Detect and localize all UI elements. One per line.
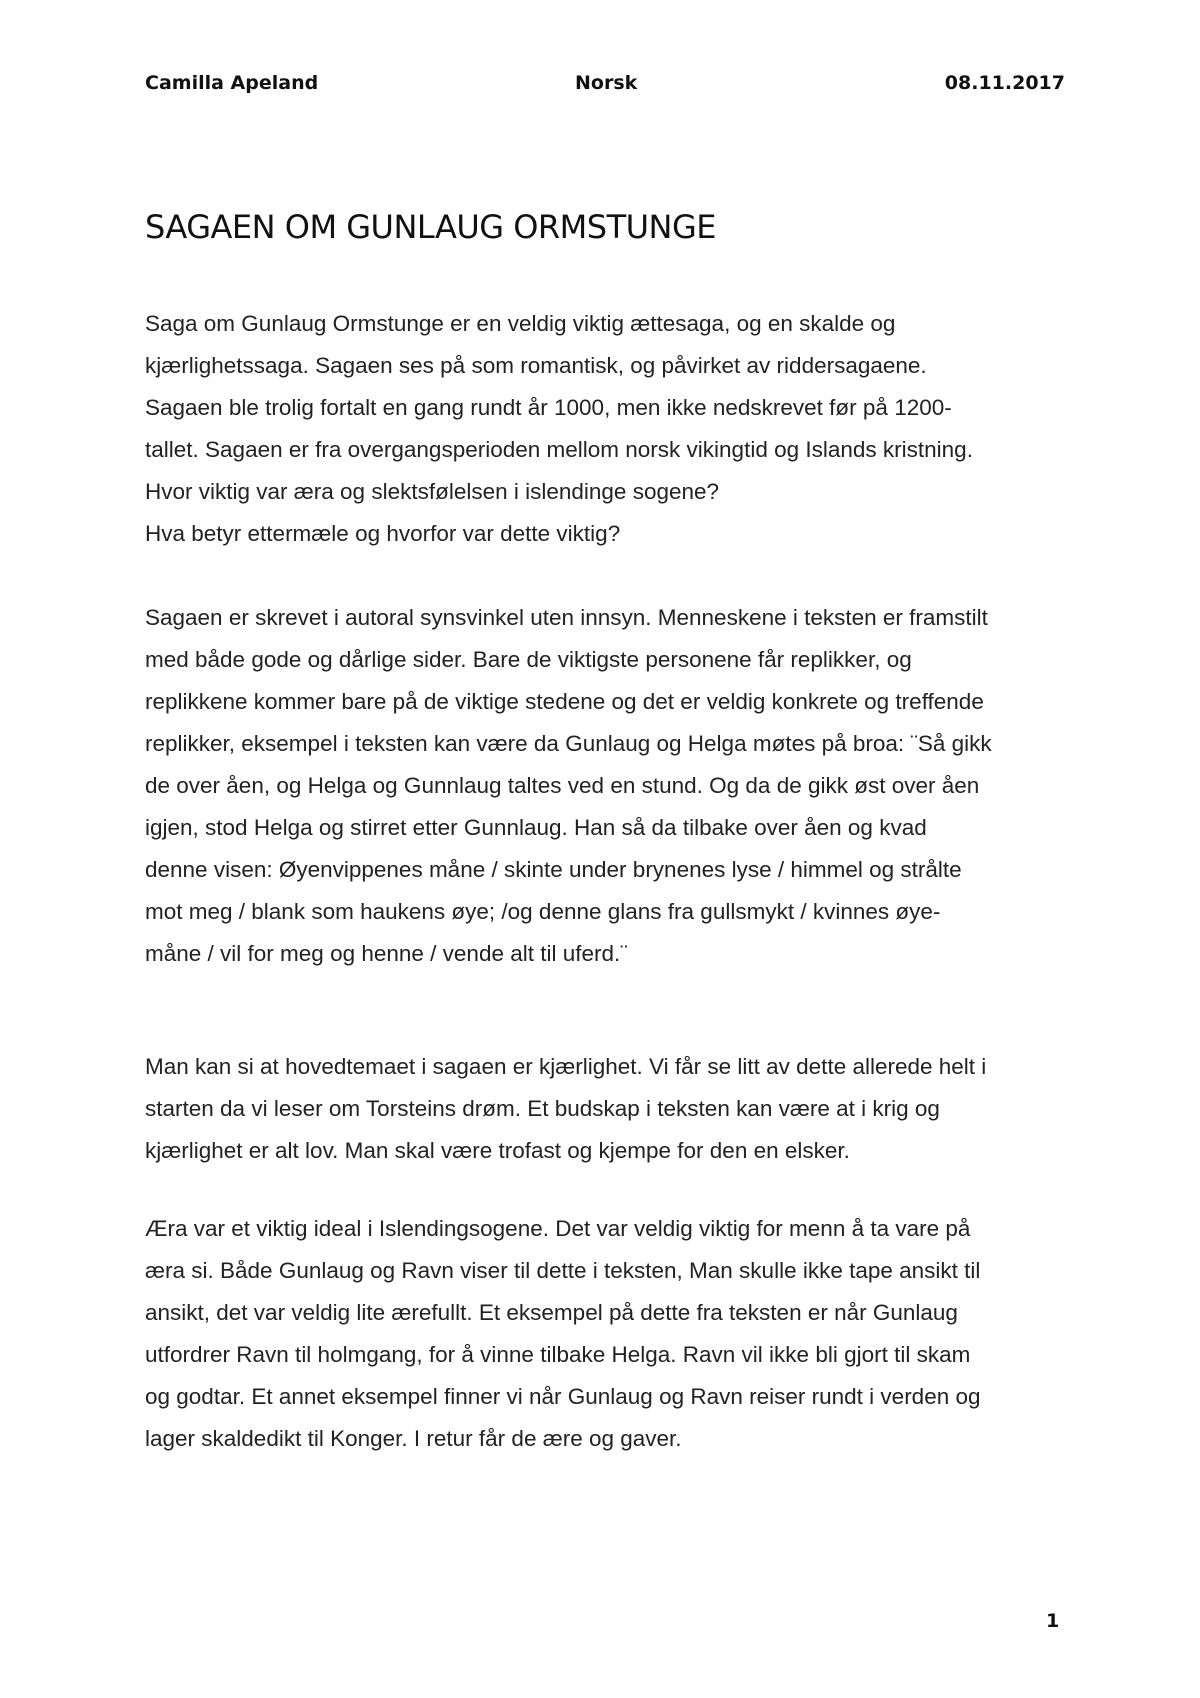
paragraph-1: [145, 303, 1080, 555]
paragraph-line: Hvor viktig var æra og slektsfølelsen i islendinge sogene?: [145, 479, 720, 504]
paragraph-line: Saga om Gunlaug Ormstunge er en veldig viktig ættesaga, og en skalde og: [145, 311, 896, 336]
paragraph-line: lager skaldedikt til Konger. I retur får de ære og gaver.: [145, 1426, 682, 1451]
paragraph-line: æra si. Både Gunlaug og Ravn viser til dette i teksten, Man skulle ikke tape ansikt til: [145, 1258, 981, 1283]
header-author: Camilla Apeland: [145, 72, 319, 94]
paragraph-4: [145, 1208, 1080, 1460]
paragraph-line: og godtar. Et annet eksempel finner vi når Gunlaug og Ravn reiser rundt i verden og: [145, 1384, 981, 1409]
paragraph-line: måne / vil for meg og henne / vende alt til uferd.¨: [145, 941, 628, 966]
paragraph-3: [145, 1046, 1080, 1172]
paragraph-line: igjen, stod Helga og stirret etter Gunnlaug. Han så da tilbake over åen og kvad: [145, 815, 927, 840]
paragraph-line: mot meg / blank som haukens øye; /og denne glans fra gullsmykt / kvinnes øye-: [145, 899, 941, 924]
paragraph-line: med både gode og dårlige sider. Bare de viktigste personene får replikker, og: [145, 647, 912, 672]
paragraph-line: tallet. Sagaen er fra overgangsperioden mellom norsk vikingtid og Islands kristning.: [145, 437, 973, 462]
paragraph-line: Sagaen er skrevet i autoral synsvinkel uten innsyn. Menneskene i teksten er framstilt: [145, 605, 988, 630]
paragraph-line: replikkene kommer bare på de viktige stedene og det er veldig konkrete og treffende: [145, 689, 984, 714]
document-title: SAGAEN OM GUNLAUG ORMSTUNGE: [145, 208, 716, 246]
paragraph-line: Æra var et viktig ideal i Islendingsogene. Det var veldig viktig for menn å ta vare på: [145, 1216, 971, 1241]
paragraph-2: [145, 597, 1080, 975]
paragraph-line: replikker, eksempel i teksten kan være da Gunlaug og Helga møtes på broa: ¨Så gikk: [145, 731, 992, 756]
paragraph-line: starten da vi leser om Torsteins drøm. Et budskap i teksten kan være at i krig og: [145, 1096, 940, 1121]
paragraph-line: kjærlighetssaga. Sagaen ses på som romantisk, og påvirket av riddersagaene.: [145, 353, 927, 378]
header-date: 08.11.2017: [944, 72, 1065, 94]
paragraph-line: kjærlighet er alt lov. Man skal være trofast og kjempe for den en elsker.: [145, 1138, 850, 1163]
paragraph-line: de over åen, og Helga og Gunnlaug taltes ved en stund. Og da de gikk øst over åen: [145, 773, 980, 798]
paragraph-line: Sagaen ble trolig fortalt en gang rundt år 1000, men ikke nedskrevet før på 1200-: [145, 395, 952, 420]
page-number: 1: [1046, 1610, 1060, 1632]
header-subject: Norsk: [575, 72, 638, 94]
paragraph-line: denne visen: Øyenvippenes måne / skinte under brynenes lyse / himmel og strålte: [145, 857, 962, 882]
paragraph-line: Man kan si at hovedtemaet i sagaen er kjærlighet. Vi får se litt av dette allerede helt i: [145, 1054, 987, 1079]
paragraph-line: ansikt, det var veldig lite ærefullt. Et eksempel på dette fra teksten er når Gunlaug: [145, 1300, 958, 1325]
paragraph-line: Hva betyr ettermæle og hvorfor var dette viktig?: [145, 521, 621, 546]
page-header: [145, 72, 1065, 102]
paragraph-line: utfordrer Ravn til holmgang, for å vinne tilbake Helga. Ravn vil ikke bli gjort til skam: [145, 1342, 971, 1367]
